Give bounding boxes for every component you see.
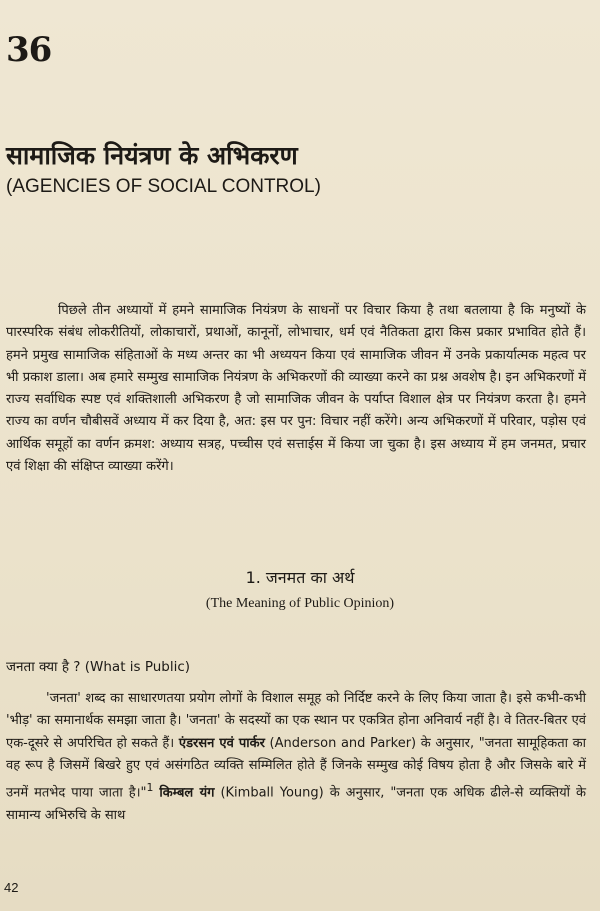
section-subheading: (The Meaning of Public Opinion) bbox=[205, 596, 395, 611]
paragraph-text-part3: (Kimball Young) के अनुसार, "जनता एक अधिक ढीले-से व्यक्तियों के सामान्य अभिरुचि के साथ bbox=[6, 785, 586, 823]
section-heading: 1. जनमत का अर्थ bbox=[245, 568, 355, 587]
author-name-kimball-young: किम्बल यंग bbox=[159, 785, 215, 801]
page-number: 42 bbox=[4, 880, 19, 895]
footnote-marker: 1 bbox=[146, 781, 154, 795]
subsection-heading: जनता क्या है ? (What is Public) bbox=[6, 659, 191, 675]
paragraph-text-part1: 'जनता' शब्द का साधारणतया प्रयोग लोगों के विशाल समूह को निर्दिष्ट करने के लिए किया जाता है। इसे कभी-कभी 'भीड़' का समानार्थक समझा जाता है। 'जनता' के सदस्यों का एक स्थान पर एकत्रित होना अनिवार्य नहीं है। वे तितर-बितर एवं एक-दूसरे से अपरिचित हो सकते हैं। bbox=[6, 691, 586, 751]
author-name-anderson-parker: एंडरसन एवं पार्कर bbox=[178, 735, 265, 751]
paragraph-text-part2: (Anderson and Parker) के अनुसार, "जनता सामूहिकता का वह रूप है जिसमें बिखरे हुए एवं असंगठित व्यक्ति सम्मिलित होते हैं जिनके सम्मुख कोई विषय होता है और जिसके बारे में उनमें मतभेद पाया जाता है।" bbox=[6, 735, 587, 801]
chapter-title-hindi: सामाजिक नियंत्रण के अभिकरण bbox=[6, 141, 298, 170]
body-paragraph bbox=[6, 688, 586, 827]
intro-paragraph: पिछले तीन अध्यायों में हमने सामाजिक नियंत्रण के साधनों पर विचार किया है तथा बतलाया है कि मनुष्यों के पारस्परिक संबंध लोकरीतियों, लोकाचारों, प्रथाओं, कानूनों, लोभाचार, धर्म एवं नैतिकता द्वारा किस प्रकार प्रभावित होते हैं। हमने प्रमुख सामाजिक संहिताओं के मध्य अन्तर का भी अध्ययन किया एवं सामाजिक जीवन में उनके प्रकार्यात्मक महत्व पर भी प्रकाश डाला। अब हमारे सम्मुख सामाजिक नियंत्रण के अभिकरणों की व्याख्या करने का प्रश्न अवशेष है। इन अभिकरणों में राज्य सर्वाधिक स्पष्ट एवं शक्तिशाली अभिकरण है जो सामाजिक जीवन के पर्याप्त विशाल क्षेत्र पर नियंत्रण करता है। हमने राज्य का वर्णन चौबीसवें अध्याय में कर दिया है, अत: इस पर पुन: विचार नहीं करेंगे। अन्य अभिकरणों में परिवार, पड़ोस एवं आर्थिक समूहों का वर्णन क्रमश: अध्याय सत्रह, पच्चीस एवं सत्ताईस में किया जा चुका है। इस अध्याय में हम जनमत, प्रचार एवं शिक्षा की संक्षिप्त व्याख्या करेंगे। bbox=[6, 303, 586, 475]
chapter-title-english: (AGENCIES OF SOCIAL CONTROL) bbox=[6, 176, 321, 197]
chapter-number: 36 bbox=[6, 30, 52, 70]
